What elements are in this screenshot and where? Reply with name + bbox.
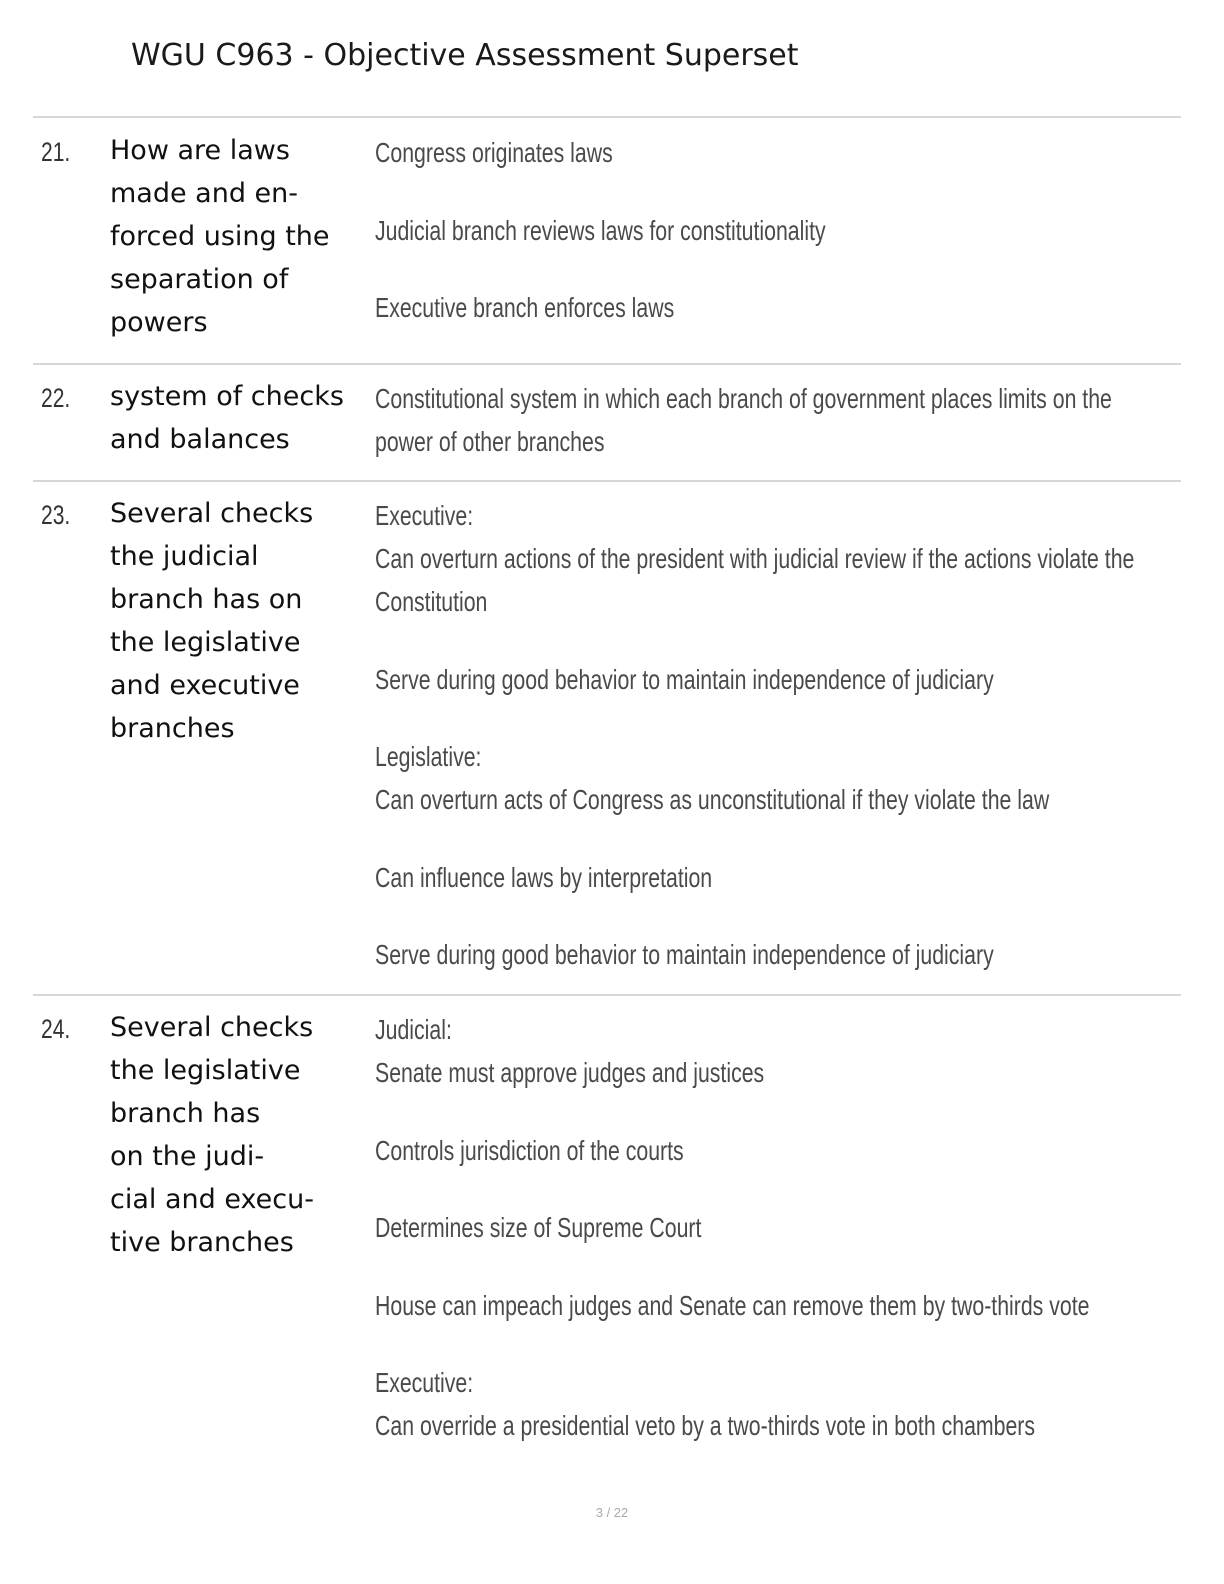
term-line: system of checks xyxy=(110,381,344,412)
term-line: branch has on xyxy=(110,584,303,615)
term-line: branches xyxy=(110,713,235,744)
definition-line: Executive branch enforces laws xyxy=(375,292,675,323)
card-definition xyxy=(375,494,1175,976)
definition-line: Determines size of Supreme Court xyxy=(375,1212,702,1243)
definition-line: Can overturn actions of the president with judicial review if the actions violate the xyxy=(375,543,1135,574)
definition-line: Controls jurisdiction of the courts xyxy=(375,1134,684,1166)
definition-line: Constitution xyxy=(375,586,488,617)
card-number: 21. xyxy=(41,137,71,167)
definition-line: Constitutional system in which each branch of government places limits on the xyxy=(375,383,1112,414)
term-line: branch has xyxy=(110,1098,261,1129)
term-line: the legislative xyxy=(110,627,301,658)
card-term xyxy=(110,492,372,750)
term-line: separation of xyxy=(110,264,289,295)
definition-line: power of other branches xyxy=(375,426,605,457)
definition-line: Can override a presidential veto by a two-thirds vote in both chambers xyxy=(375,1410,1036,1441)
definition-line: Can influence laws by interpretation xyxy=(375,861,713,893)
definition-line: House can impeach judges and Senate can remove them by two-thirds vote xyxy=(375,1289,1090,1321)
term-line: the legislative xyxy=(110,1055,301,1086)
page-indicator: 3 / 22 xyxy=(595,1505,629,1520)
term-line: and executive xyxy=(110,670,300,701)
flashcard-list xyxy=(33,116,1181,1454)
card-number: 23. xyxy=(41,500,71,530)
term-line: tive branches xyxy=(110,1227,294,1258)
term-line: Several checks xyxy=(110,498,314,529)
definition-line: Can overturn acts of Congress as unconstitutional if they violate the law xyxy=(375,784,1050,815)
definition-line: Executive: xyxy=(375,500,474,531)
card-definition xyxy=(375,377,1175,463)
document-title: WGU C963 - Objective Assessment Superset xyxy=(131,38,799,73)
card-definition xyxy=(375,1008,1175,1447)
flashcard-21 xyxy=(33,116,1181,363)
card-term xyxy=(110,129,372,344)
term-line: and balances xyxy=(110,424,290,455)
term-line: made and en- xyxy=(110,178,299,209)
term-line: forced using the xyxy=(110,221,330,252)
term-line: cial and execu- xyxy=(110,1184,314,1215)
definition-line: Judicial branch reviews laws for constitutionality xyxy=(375,214,826,246)
term-line: powers xyxy=(110,307,208,338)
definition-line: Legislative: xyxy=(375,741,482,772)
card-term xyxy=(110,1006,372,1264)
definition-line: Congress originates laws xyxy=(375,137,613,168)
card-term xyxy=(110,375,372,461)
definition-line: Executive: xyxy=(375,1367,474,1398)
flashcard-22 xyxy=(33,363,1181,480)
definition-line: Serve during good behavior to maintain independence of judiciary xyxy=(375,939,994,970)
term-line: the judicial xyxy=(110,541,259,572)
card-definition xyxy=(375,131,1175,329)
card-number: 24. xyxy=(41,1014,71,1044)
flashcard-23 xyxy=(33,480,1181,994)
card-number: 22. xyxy=(41,383,71,413)
definition-line: Senate must approve judges and justices xyxy=(375,1057,765,1088)
term-line: on the judi- xyxy=(110,1141,265,1172)
definition-line: Serve during good behavior to maintain independence of judiciary xyxy=(375,663,994,695)
flashcard-24 xyxy=(33,994,1181,1454)
definition-line: Judicial: xyxy=(375,1014,452,1045)
term-line: Several checks xyxy=(110,1012,314,1043)
term-line: How are laws xyxy=(110,135,290,166)
